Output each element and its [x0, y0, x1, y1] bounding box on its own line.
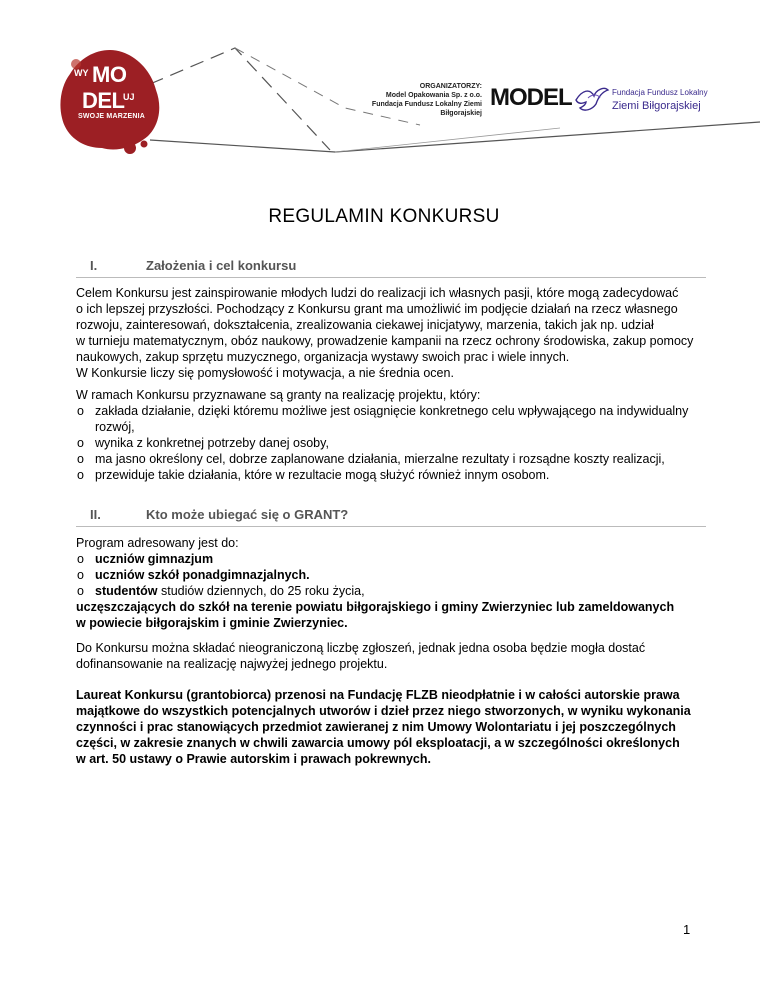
list-item-text: przewiduje takie działania, które w rezultacie mogą służyć również innym osobom. — [95, 468, 550, 482]
section-1-heading — [76, 258, 706, 280]
list-item — [76, 435, 702, 451]
list-item-text: rozwój, — [95, 420, 135, 434]
list-item-text: uczniów gimnazjum — [95, 552, 214, 566]
list-item — [76, 551, 702, 567]
section-2-paragraph-2 — [76, 640, 702, 672]
text-line: o ich lepszej przyszłości. Pochodzący z Konkursu grant ma umożliwić im podjęcie działań na rzecz własnego — [76, 302, 678, 316]
section-2-number: II. — [90, 507, 101, 522]
document-title: REGULAMIN KONKURSU — [268, 206, 500, 227]
section-1-number: I. — [90, 258, 98, 273]
section-divider — [76, 526, 706, 527]
bullet-marker: o — [77, 404, 84, 418]
text-line: czynności i prac stanowiących przedmiot zawieranej z nim Umowy Wolontariatu i jej poszczególnych — [76, 720, 676, 734]
text-line: części, w zakresie znanych w chwili zawarcia umowy pól eksploatacji, a w szczególności określonych — [76, 736, 680, 750]
text-line: Program adresowany jest do: — [76, 536, 239, 550]
list-item-text-bold: studentów — [95, 584, 158, 598]
logo-text-del: DEL — [82, 88, 125, 113]
bullet-marker: o — [77, 568, 84, 582]
bullet-marker: o — [77, 436, 84, 450]
text-line: rozwoju, zainteresowań, dokształcenia, zrealizowania ciekawej inicjatywy, marzenia, takich jak np. udział — [76, 318, 654, 332]
text-line: Do Konkursu można składać nieograniczoną liczbę zgłoszeń, jednak jedna osoba będzie mogła dostać — [76, 641, 646, 655]
text-line: naukowych, zakup sprzętu muzycznego, organizacja wystawy swoich prac i wiele innych. — [76, 350, 570, 364]
logo-text-tagline: SWOJE MARZENIA — [78, 113, 145, 120]
bullet-marker: o — [77, 468, 84, 482]
list-item-text: ma jasno określony cel, dobrze zaplanowane działania, mierzalne rezultaty i rozsądne koszty realizacji, — [95, 452, 665, 466]
list-item — [76, 583, 702, 599]
organizers-block — [332, 82, 482, 118]
text-line: w art. 50 ustawy o Prawie autorskim i prawach pokrewnych. — [76, 752, 431, 766]
list-item-text: uczniów szkół ponadgimnazjalnych. — [95, 568, 310, 582]
organizers-label: ORGANIZATORZY: — [419, 83, 482, 90]
section-2-title: Kto może ubiegać się o GRANT? — [146, 507, 349, 522]
text-line: W ramach Konkursu przyznawane są granty na realizację projektu, który: — [76, 388, 481, 402]
list-item — [76, 467, 702, 483]
text-line: W Konkursie liczy się pomysłowość i motywacja, a nie średnia ocen. — [76, 366, 454, 380]
section-1-paragraph-2 — [76, 387, 702, 483]
letterhead — [0, 0, 768, 165]
text-line: Laureat Konkursu (grantobiorca) przenosi na Fundację FLZB nieodpłatnie i w całości autorskie prawa — [76, 688, 680, 702]
foundation-name-line2: Ziemi Biłgorajskiej — [612, 100, 701, 112]
organizer-2: Fundacja Fundusz Lokalny Ziemi Biłgorajskiej — [371, 101, 482, 117]
list-item — [76, 451, 702, 467]
page-number: 1 — [683, 922, 691, 937]
logo-text-uj: UJ — [123, 92, 135, 102]
list-item-continuation — [76, 419, 702, 435]
logo-text-wy: WY — [74, 68, 89, 78]
model-logo: MODEL — [490, 84, 572, 111]
section-1-paragraph-1 — [76, 285, 702, 381]
section-2-heading — [76, 507, 706, 529]
foundation-dove-logo — [574, 84, 610, 114]
list-item-text: studiów dziennych, do 25 roku życia, — [157, 584, 365, 598]
bullet-marker: o — [77, 584, 84, 598]
text-line: uczęszczających do szkół na terenie powiatu biłgorajskiego i gminy Zwierzyniec lub zameldowanych — [76, 600, 675, 614]
text-line: Celem Konkursu jest zainspirowanie młodych ludzi do realizacji ich własnych pasji, które mogą zadecydować — [76, 286, 679, 300]
list-item-text: zakłada działanie, dzięki któremu możliwe jest osiągnięcie konkretnego celu wpływającego na indywidualny — [95, 404, 689, 418]
organizer-1: Model Opakowania Sp. z o.o. — [385, 92, 482, 99]
bullet-marker: o — [77, 452, 84, 466]
text-line: majątkowe do wszystkich potencjalnych utworów i dzieł przez niego stworzonych, w wyniku wykonania — [76, 704, 691, 718]
text-line: dofinansowanie na realizację najwyżej jednego projektu. — [76, 657, 388, 671]
bullet-marker: o — [77, 552, 84, 566]
list-item — [76, 403, 702, 419]
foundation-name-line1: Fundacja Fundusz Lokalny — [612, 88, 708, 97]
text-line: w powiecie biłgorajskim i gminie Zwierzyniec. — [76, 616, 348, 630]
section-2-paragraph-1 — [76, 535, 702, 631]
list-item-text: wynika z konkretnej potrzeby danej osoby, — [95, 436, 329, 450]
section-1-title: Założenia i cel konkursu — [146, 258, 297, 273]
logo-text-mo: MO — [92, 62, 127, 87]
section-2-paragraph-3 — [76, 687, 702, 767]
section-divider — [76, 277, 706, 278]
list-item — [76, 567, 702, 583]
text-line: w turnieju matematycznym, obóz naukowy, prowadzenie kampanii na rzecz ochrony środowiska, zakup pomocy — [76, 334, 694, 348]
